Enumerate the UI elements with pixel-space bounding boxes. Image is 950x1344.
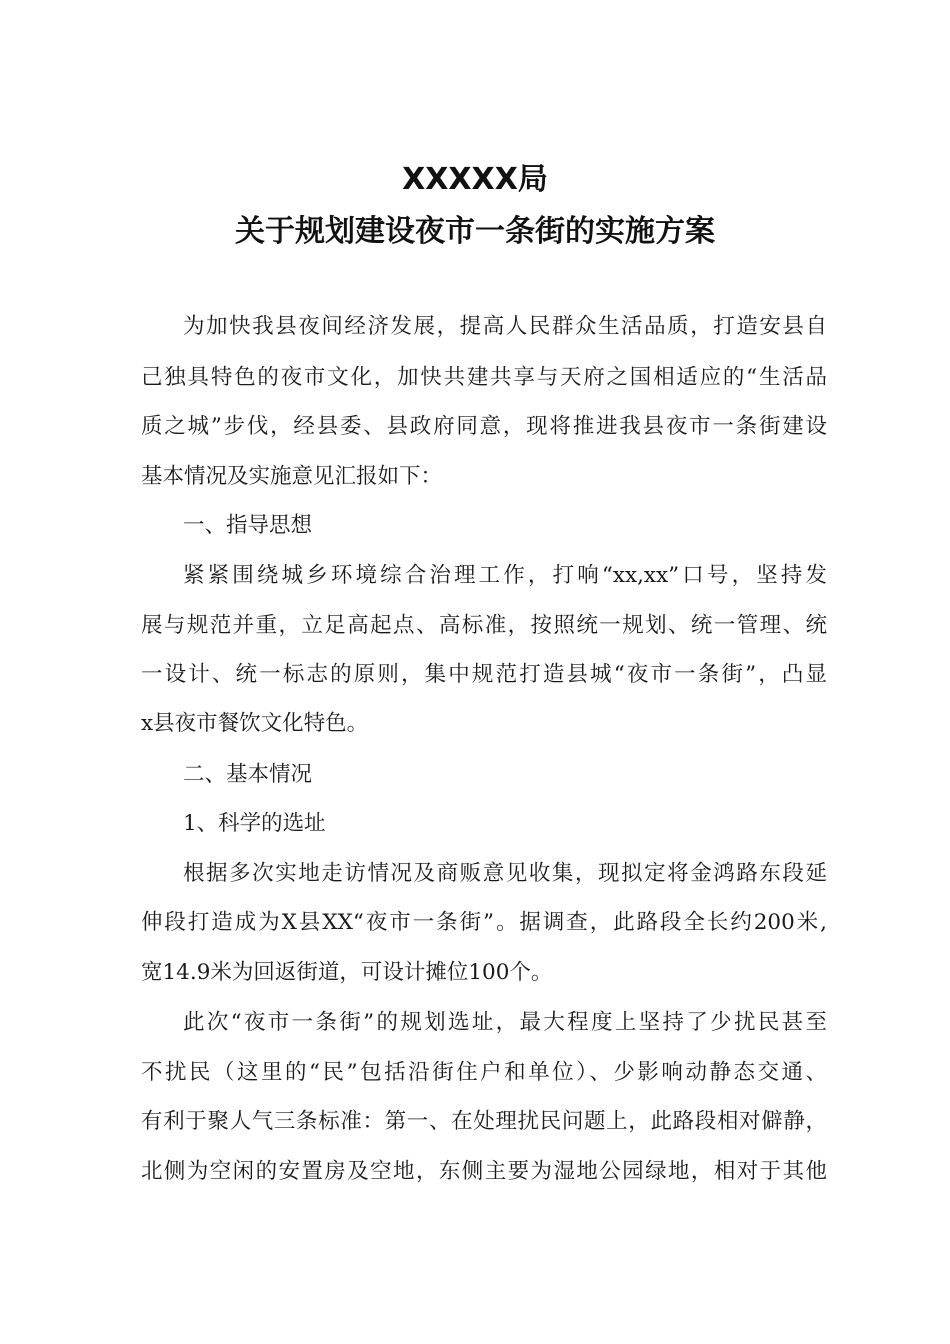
paragraph-line-7: 一设计、统一标志的原则，集中规范打造县城“夜市一条街”，凸显 — [141, 662, 827, 687]
paragraph-line-6: 展与规范并重，立足高起点、高标准，按照统一规划、统一管理、统 — [141, 613, 827, 638]
document-title-line-1: XXXXX局 — [402, 162, 548, 197]
paragraph-line-5: 紧紧围绕城乡环境综合治理工作，打响“xx,xx”口号，坚持发 — [183, 563, 827, 588]
paragraph-line-15: 北侧为空闲的安置房及空地，东侧主要为湿地公园绿地，相对于其他 — [141, 1159, 827, 1184]
paragraph-line-2: 己独具特色的夜市文化，加快共建共享与天府之国相适应的“生活品 — [141, 365, 827, 390]
paragraph-line-1: 为加快我县夜间经济发展，提高人民群众生活品质，打造安县自 — [183, 314, 827, 339]
paragraph-line-4: 基本情况及实施意见汇报如下： — [141, 464, 443, 489]
paragraph-line-10: 伸段打造成为X县XX“夜市一条街”。据调查，此路段全长约200米, — [141, 910, 827, 935]
section-heading-2: 二、基本情况 — [183, 762, 313, 787]
paragraph-line-3: 质之城”步伐，经县委、县政府同意，现将推进我县夜市一条街建设 — [141, 414, 827, 439]
paragraph-line-12: 此次“夜市一条街”的规划选址，最大程度上坚持了少扰民甚至 — [183, 1010, 827, 1035]
section-heading-1: 一、指导思想 — [183, 513, 313, 538]
paragraph-line-9: 根据多次实地走访情况及商贩意见收集，现拟定将金鸿路东段延 — [183, 861, 827, 886]
paragraph-line-11: 宽14.9米为回返街道，可设计摊位100个。 — [141, 960, 553, 985]
paragraph-line-8: x县夜市餐饮文化特色。 — [141, 711, 369, 736]
paragraph-line-13: 不扰民（这里的“民”包括沿街住户和单位）、少影响动静态交通、 — [141, 1060, 827, 1085]
document-title-line-2: 关于规划建设夜市一条街的实施方案 — [235, 214, 715, 249]
subsection-heading-1: 1、科学的选址 — [183, 811, 326, 836]
paragraph-line-14: 有利于聚人气三条标准：第一、在处理扰民问题上，此路段相对僻静， — [141, 1109, 827, 1134]
